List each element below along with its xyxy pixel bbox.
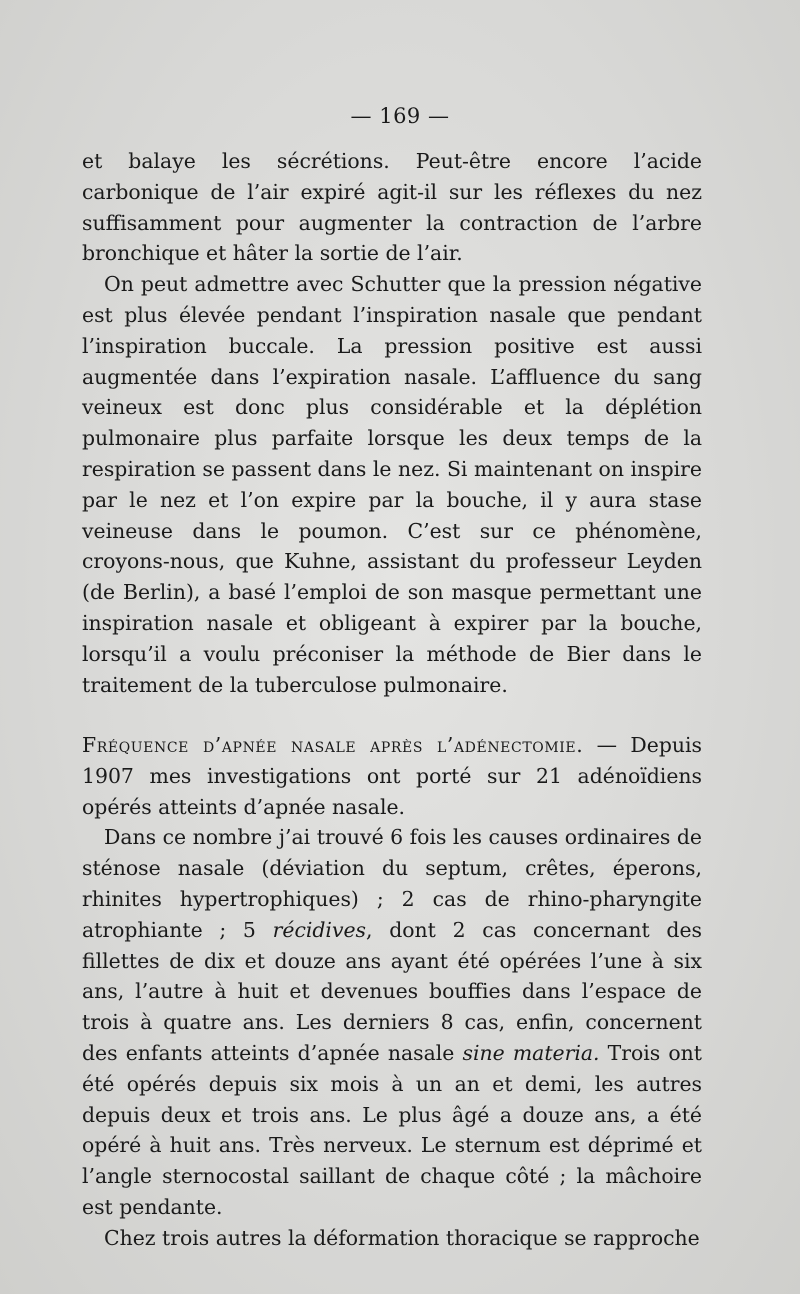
paragraph-schutter: On peut admettre avec Schutter que la pression négative est plus élevée pendant l’inspiration nasale que pendant l’inspiration buccale. La pression positive est aussi augmentée dans l’expiration nasale. L’affluence du sang veineux est donc plus considérable et la déplétion pulmonaire plus parfaite lorsque les deux temps de la respiration se passent dans le nez. Si maintenant on inspire par le nez et l’on expire par la bouche, il y aura stase veineuse dans le poumon. C’est sur ce phénomène, croyons-nous, que Kuhne, assistant du professeur Leyden (de Berlin), a basé l’emploi de son masque permettant une inspiration nasale et obligeant à expirer par la bouche, lorsqu’il a voulu préconiser la méthode de Bier dans le traitement de la tuberculose pulmonaire. (82, 272, 702, 697)
cases-text-c: Trois ont été opérés depuis six mois à un an et demi, les autres depuis deux et trois ans. Le plus âgé a douze ans, a été opéré à huit ans. Très nerveux. Le sternum est déprimé et l’angle sternocostal saillant de chaque côté ; la mâchoire est pendante. (82, 1040, 702, 1219)
paragraph-continuation: et balaye les sécrétions. Peut-être encore l’acide carbonique de l’air expiré agit-il sur les réflexes du nez suffisamment pour augmenter la contraction de l’arbre bronchique et hâter la sortie de l’air. (82, 149, 702, 266)
section-heading: Fréquence d’apnée nasale après l’adénectomie. (82, 733, 584, 757)
emphasis-sine-materia: sine materia. (462, 1040, 600, 1065)
cases-text-b: , dont 2 cas concernant des fillettes de dix et douze ans ayant été opérées l’une à six ans, l’autre à huit et devenues bouffies dans l’espace de trois à quatre ans. Les derniers 8 cas, enfin, concernent des enfants atteints d’apnée nasale (82, 917, 702, 1065)
top-text-block (82, 146, 702, 700)
paragraph-last-line: Chez trois autres la déformation thoracique se rapproche (104, 1225, 700, 1250)
cases-text-a: Dans ce nombre j’ai trouvé 6 fois les causes ordinaires de sténose nasale (déviation du septum, crêtes, éperons, rhinites hypertrophiques) ; 2 cas de rhino-pharyngite atrophiante ; 5 (82, 825, 702, 942)
section-intro-text: Depuis 1907 mes investigations ont porté sur 21 adénoïdiens opérés atteints d’apnée nasale. (82, 733, 702, 819)
emphasis-recidives: récidives (272, 917, 367, 942)
heading-dash: — (583, 733, 618, 757)
paragraph-cases (82, 822, 702, 1222)
section-text-block (82, 730, 702, 1254)
page-number: — 169 — (350, 104, 450, 128)
section-first-paragraph (82, 730, 702, 822)
